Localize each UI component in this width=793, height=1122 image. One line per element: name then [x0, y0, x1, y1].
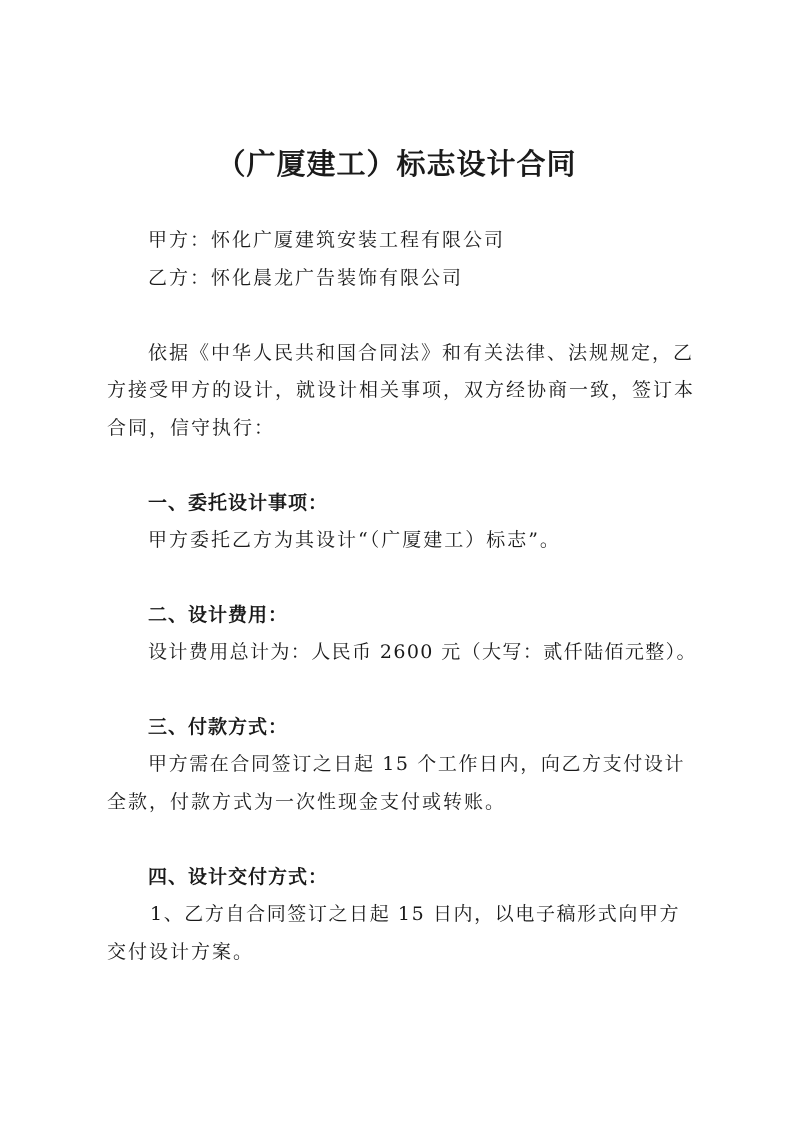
section-text: 交付设计方案。 [107, 941, 255, 963]
preamble-line: 方接受甲方的设计，就设计相关事项，双方经协商一致，签订本 [107, 379, 696, 401]
preamble-line: 合同，信守执行： [107, 417, 276, 439]
section-heading-fee: 二、设计费用： [148, 604, 289, 626]
section-text: 甲方需在合同签订之日起 15 个工作日内，向乙方支付设计 [148, 753, 686, 775]
section-heading-commission: 一、委托设计事项： [148, 492, 329, 514]
section-text: 设计费用总计为：人民币 2600 元（大写：贰仟陆佰元整）。 [148, 641, 697, 663]
section-text: 全款，付款方式为一次性现金支付或转账。 [107, 791, 507, 813]
section-text: 甲方委托乙方为其设计“（广厦建工）标志”。 [148, 529, 561, 551]
party-b: 乙方：怀化晨龙广告装饰有限公司 [148, 267, 464, 289]
section-heading-delivery: 四、设计交付方式： [148, 866, 329, 888]
preamble-line: 依据《中华人民共和国合同法》和有关法律、法规规定，乙 [148, 342, 695, 364]
document-title: （广厦建工）标志设计合同 [216, 147, 577, 181]
party-a: 甲方：怀化广厦建筑安装工程有限公司 [148, 229, 506, 251]
section-heading-payment: 三、付款方式： [148, 716, 289, 738]
section-text: 1、乙方自合同签订之日起 15 日内，以电子稿形式向甲方 [150, 903, 681, 925]
